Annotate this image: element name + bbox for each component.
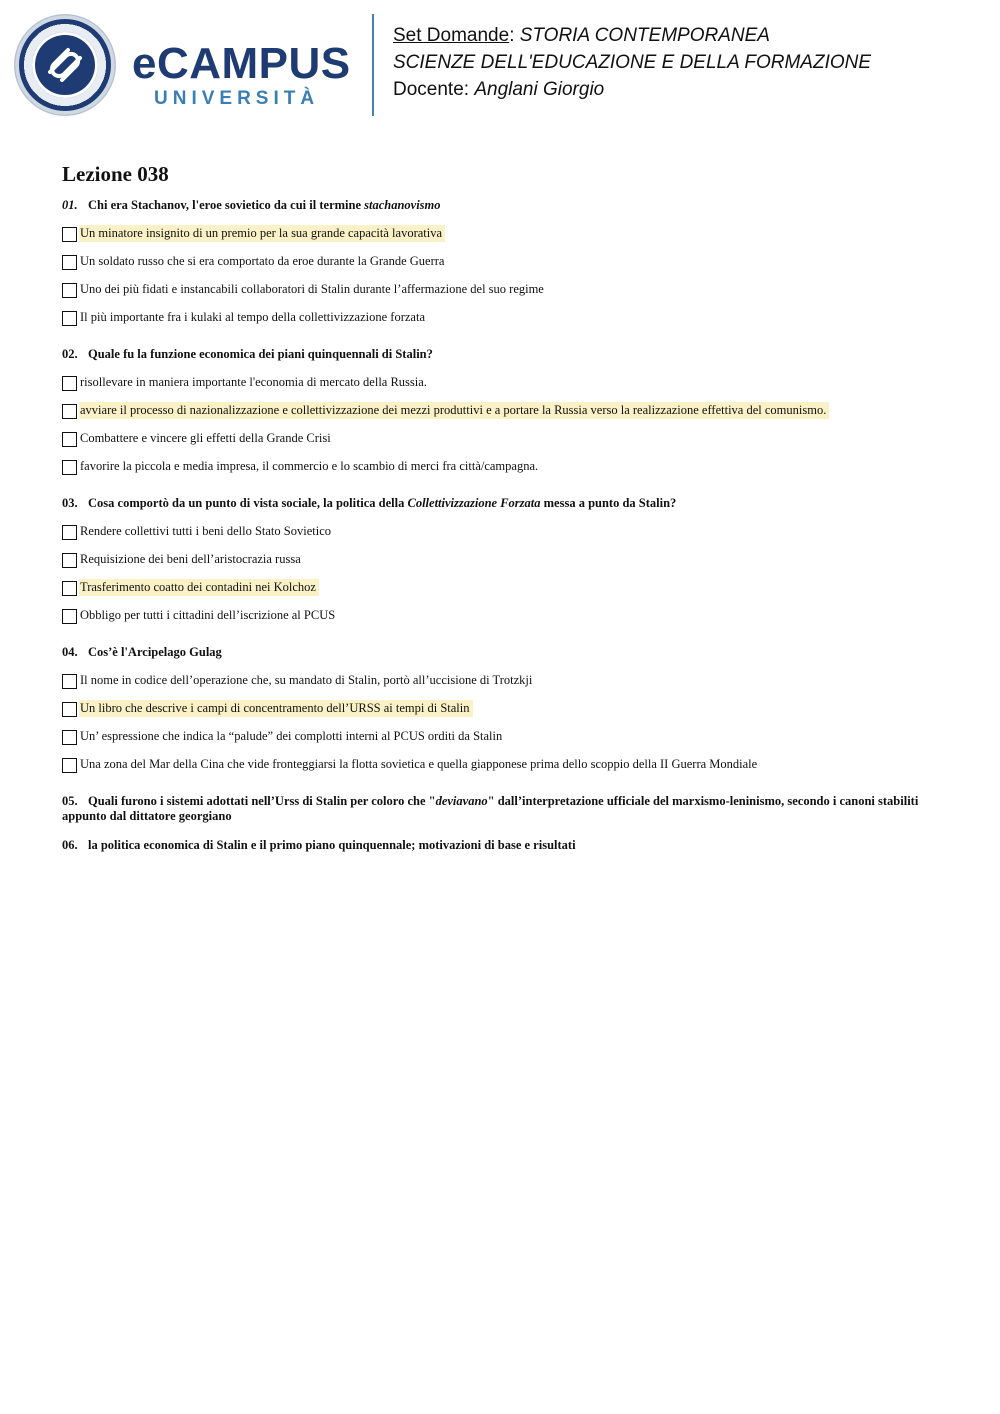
- question-number: 05.: [62, 794, 78, 808]
- answer-checkbox[interactable]: [62, 460, 77, 475]
- answer-label: Rendere collettivi tutti i beni dello Stato Sovietico: [80, 524, 331, 538]
- question-set: [62, 160, 942, 867]
- question-text: [62, 198, 942, 213]
- answer-option[interactable]: [62, 249, 942, 277]
- question-text: [62, 838, 942, 853]
- answer-label: Un soldato russo che si era comportato da eroe durante la Grande Guerra: [80, 254, 445, 268]
- answer-label: favorire la piccola e media impresa, il commercio e lo scambio di merci fra città/campagna.: [80, 459, 539, 473]
- chain-link-icon: [36, 36, 94, 94]
- answer-checkbox[interactable]: [62, 581, 77, 596]
- question-text-emphasis: deviavano: [435, 794, 488, 808]
- answer-option[interactable]: [62, 603, 942, 631]
- answer-label: Il nome in codice dell’operazione che, su mandato di Stalin, portò all’uccisione di Trotzkji: [80, 673, 533, 687]
- teacher-label: Docente:: [393, 79, 470, 100]
- answer-label: Uno dei più fidati e instancabili collaboratori di Stalin durante l’affermazione del suo regime: [80, 282, 544, 296]
- university-seal-logo: [15, 15, 115, 115]
- question: [62, 794, 942, 824]
- question-text-part: la politica economica di Stalin e il primo piano quinquennale; motivazioni di base e risultati: [88, 838, 576, 852]
- answer-option[interactable]: [62, 724, 942, 752]
- document-header: [0, 0, 1000, 130]
- question-text: [62, 347, 942, 362]
- question-text-part: Cosa comportò da un punto di vista sociale, la politica della: [88, 496, 408, 510]
- degree-name: SCIENZE DELL'EDUCAZIONE E DELLA FORMAZIONE: [393, 52, 872, 73]
- question-text-part: messa a punto da Stalin?: [540, 496, 677, 510]
- answer-checkbox[interactable]: [62, 311, 77, 326]
- answer-checkbox[interactable]: [62, 609, 77, 624]
- answer-checkbox[interactable]: [62, 404, 77, 419]
- question: [62, 198, 942, 333]
- answer-option[interactable]: [62, 454, 942, 482]
- question: [62, 645, 942, 780]
- answer-label: Un libro che descrive i campi di concentramento dell’URSS ai tempi di Stalin: [79, 700, 473, 717]
- answer-option-correct[interactable]: [62, 221, 942, 249]
- answer-checkbox[interactable]: [62, 702, 77, 717]
- question-text-part: Cos’è l'Arcipelago Gulag: [88, 645, 222, 659]
- answer-option[interactable]: [62, 277, 942, 305]
- answer-label: Obbligo per tutti i cittadini dell’iscrizione al PCUS: [80, 608, 336, 622]
- answer-option[interactable]: [62, 668, 942, 696]
- answer-checkbox[interactable]: [62, 730, 77, 745]
- answer-option[interactable]: [62, 426, 942, 454]
- answer-checkbox[interactable]: [62, 553, 77, 568]
- answer-label: Un’ espressione che indica la “palude” dei complotti interni al PCUS orditi da Stalin: [80, 729, 503, 743]
- answer-option[interactable]: [62, 305, 942, 333]
- answer-checkbox[interactable]: [62, 255, 77, 270]
- question-text-part: Quali furono i sistemi adottati nell’Urss di Stalin per coloro che ": [88, 794, 436, 808]
- answer-checkbox[interactable]: [62, 227, 77, 242]
- teacher-line: [393, 76, 993, 103]
- question-text-part: Chi era Stachanov, l'eroe sovietico da cui il termine: [88, 198, 365, 212]
- question-number: 01.: [62, 198, 78, 212]
- answer-option[interactable]: [62, 547, 942, 575]
- brand-subtitle: UNIVERSITÀ: [154, 88, 320, 109]
- answer-checkbox[interactable]: [62, 283, 77, 298]
- question-text: [62, 794, 942, 824]
- answer-label: Un minatore insignito di un premio per la sua grande capacità lavorativa: [79, 225, 445, 242]
- answer-label: Combattere e vincere gli effetti della Grande Crisi: [80, 431, 331, 445]
- question-text-emphasis: stachanovismo: [364, 198, 441, 212]
- question-number: 02.: [62, 347, 78, 361]
- answer-label: risollevare in maniera importante l'economia di mercato della Russia.: [80, 375, 427, 389]
- answer-label: Una zona del Mar della Cina che vide fronteggiarsi la flotta sovietica e quella giapponese prima dello scoppio della II Guerra Mondiale: [80, 757, 758, 771]
- questions-list: [62, 198, 942, 853]
- question-text-emphasis: Collettivizzazione Forzata: [407, 496, 541, 510]
- set-title: STORIA CONTEMPORANEA: [519, 25, 770, 46]
- question-number: 04.: [62, 645, 78, 659]
- question: [62, 347, 942, 482]
- teacher-name: Anglani Giorgio: [474, 79, 605, 100]
- brand-logo: [132, 40, 357, 115]
- question: [62, 838, 942, 853]
- lesson-title: Lezione 038: [62, 162, 169, 186]
- answer-label: Il più importante fra i kulaki al tempo della collettivizzazione forzata: [80, 310, 425, 324]
- set-label: Set Domande: [393, 25, 510, 46]
- question-text-part: " dall’interpretazione ufficiale del marxismo-leninismo, secondo i canoni stabiliti appunto dal dittatore georgiano: [62, 794, 919, 823]
- answer-checkbox[interactable]: [62, 376, 77, 391]
- question-text: [62, 496, 942, 511]
- header-divider: [372, 14, 374, 116]
- answer-checkbox[interactable]: [62, 758, 77, 773]
- answer-label: Requisizione dei beni dell’aristocrazia russa: [80, 552, 301, 566]
- answer-option-correct[interactable]: [62, 398, 942, 426]
- answer-label: Trasferimento coatto dei contadini nei Kolchoz: [79, 579, 319, 596]
- question-text-part: Quale fu la funzione economica dei piani quinquennali di Stalin?: [88, 347, 433, 361]
- answer-checkbox[interactable]: [62, 525, 77, 540]
- answer-checkbox[interactable]: [62, 432, 77, 447]
- answer-option[interactable]: [62, 752, 942, 780]
- answer-option[interactable]: [62, 519, 942, 547]
- question-text: [62, 645, 942, 660]
- course-info: [393, 22, 993, 103]
- answer-label: avviare il processo di nazionalizzazione e collettivizzazione dei mezzi produttivi e a portare la Russia verso la realizzazione effettiva del comunismo.: [79, 402, 829, 419]
- answer-option[interactable]: [62, 370, 942, 398]
- question-number: 06.: [62, 838, 78, 852]
- set-colon: :: [509, 25, 520, 46]
- answer-checkbox[interactable]: [62, 674, 77, 689]
- set-line: [393, 22, 993, 49]
- answer-option-correct[interactable]: [62, 696, 942, 724]
- brand-name: eCAMPUS: [132, 39, 351, 88]
- answer-option-correct[interactable]: [62, 575, 942, 603]
- question-number: 03.: [62, 496, 78, 510]
- question: [62, 496, 942, 631]
